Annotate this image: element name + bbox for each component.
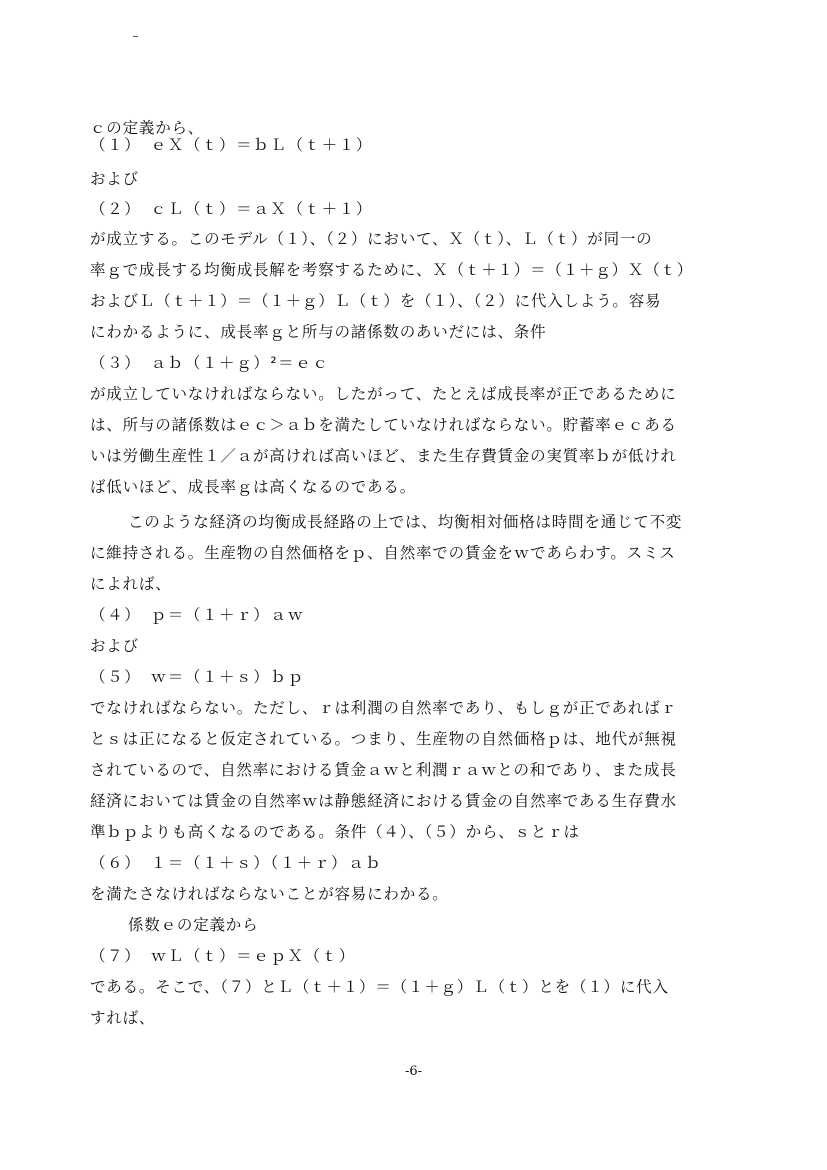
paragraph-start: このような経済の均衡成長経路の上では、均衡相対価格は時間を通じて不変 [128, 513, 683, 531]
text-line-23: 経済においては賃金の自然率ｗは静態経済における賃金の自然率である生存費水 [90, 792, 677, 810]
text-line-13: ば低いほど、成長率ｇは高くなるのである。 [90, 478, 417, 496]
text-line-11: は、所与の諸係数はｅｃ＞ａｂを満たしていなければならない。貯蓄率ｅｃある [90, 416, 677, 434]
text-line-18: および [90, 637, 139, 655]
text-line-16: によれば、 [90, 575, 172, 593]
text-line-15: に維持される。生産物の自然価格をｐ、自然率での賃金をｗであらわす。スミス [90, 544, 676, 562]
text-line-21: とｓは正になると仮定されている。つまり、生産物の自然価格ｐは、地代が無視 [90, 730, 677, 748]
equation-6: （６） １＝（１＋ｓ）（１＋ｒ）ａｂ [90, 854, 383, 872]
text-line-10: が成立していなければならない。したがって、たとえば成長率が正であるために [90, 385, 677, 403]
text-line-24: 準ｂｐよりも高くなるのである。条件（４）、（５）から、ｓとｒは [90, 823, 580, 841]
text-line-22: されているので、自然率における賃金ａｗと利潤ｒａｗとの和であり、また成長 [90, 761, 677, 779]
text-line-12: いは労働生産性１／ａが高ければ高いほど、また生存費賃金の実質率ｂが低けれ [90, 447, 677, 465]
equation-5: （５） ｗ＝（１＋ｓ）ｂｐ [90, 668, 305, 686]
text-line-1: ｃの定義から、 [90, 119, 205, 137]
equation-7: （７） ｗＬ（ｔ）＝ｅｐＸ（ｔ） [90, 947, 356, 965]
paragraph-start-2: 係数ｅの定義から [128, 916, 259, 934]
text-line-26: を満たさなければならないことが容易にわかる。 [90, 885, 449, 903]
text-line-3: および [90, 170, 139, 188]
equation-2: （２） ｃＬ（ｔ）＝ａＸ（ｔ＋１） [90, 200, 373, 218]
text-line-5: が成立する。このモデル（１）、（２）において、Ｘ（ｔ）、Ｌ（ｔ）が同一の [90, 230, 653, 248]
text-line-6: 率ｇで成長する均衡成長解を考察するために、Ｘ（ｔ＋１）＝（１＋ｇ）Ｘ（ｔ） [90, 261, 694, 279]
text-line-30: すれば、 [90, 1009, 156, 1027]
scan-mark [133, 36, 138, 37]
page-number: -6- [404, 1064, 423, 1079]
text-line-8: にわかるように、成長率ｇと所与の諸係数のあいだには、条件 [90, 323, 547, 341]
text-line-20: でなければならない。ただし、ｒは利潤の自然率であり、もしｇが正であればｒ [90, 699, 677, 717]
equation-4: （４） ｐ＝（１＋ｒ）ａｗ [90, 606, 305, 624]
equation-1: （１） ｅＸ（ｔ）＝ｂＬ（ｔ＋１） [90, 136, 373, 154]
text-line-29: である。そこで、（７）とＬ（ｔ＋１）＝（１＋ｇ）Ｌ（ｔ）とを（１）に代入 [90, 978, 669, 996]
equation-3: （３） ａｂ（１＋ｇ）²＝ｅｃ [90, 354, 330, 372]
text-line-7: およびＬ（ｔ＋１）＝（１＋ｇ）Ｌ（ｔ）を（１）、（２）に代入しよう。容易 [90, 292, 662, 310]
